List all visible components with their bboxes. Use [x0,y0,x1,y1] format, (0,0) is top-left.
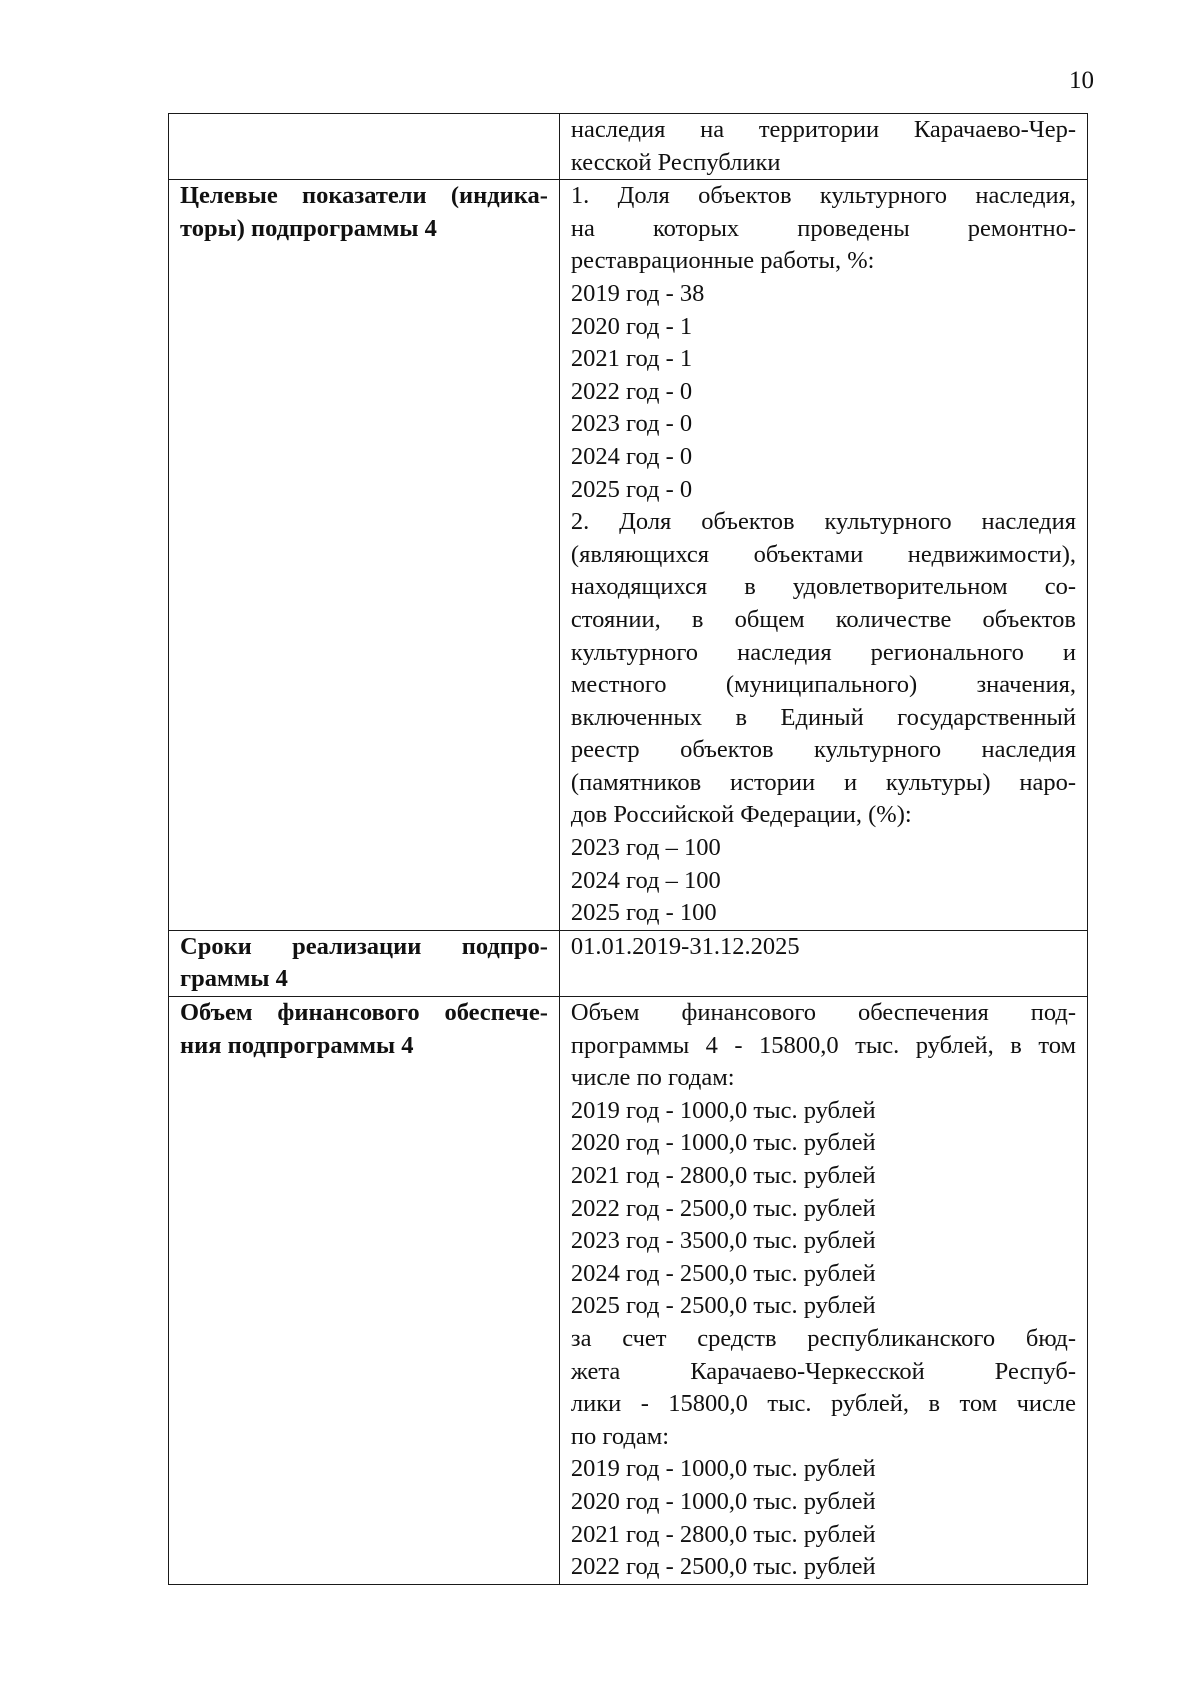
value-line: 2019 год - 1000,0 тыс. рублей [570,1455,876,1483]
value-cell-financing [559,997,1087,1585]
label-line: Объем финансового обеспече- [180,999,548,1027]
value-line: 2022 год - 0 [570,377,693,405]
value-line: 2025 год - 100 [570,899,717,927]
value-line: числе по годам: [570,1064,735,1092]
label-cell-financing [169,997,560,1585]
value-line: наследия на территории Карачаево-Чер- [570,116,1076,143]
label-line: Сроки реализации подпро- [180,932,548,960]
value-line: 2024 год - 2500,0 тыс. рублей [570,1259,876,1287]
value-cell-continuation [559,114,1087,180]
value-line: 2020 год - 1 [570,312,693,340]
label-line: торы) подпрограммы 4 [180,214,437,242]
value-line: местного (муниципального) значения, [570,671,1076,699]
label-cell-implementation-period [169,930,560,996]
value-line: 2023 год – 100 [570,834,721,862]
value-line: 2023 год - 3500,0 тыс. рублей [570,1227,876,1255]
value-line: жета Карачаево-Черкесской Респуб- [570,1357,1076,1385]
value-line: 2024 год - 0 [570,442,693,470]
value-line: Объем финансового обеспечения под- [570,999,1076,1027]
value-line: 2020 год - 1000,0 тыс. рублей [570,1487,876,1515]
value-line: по годам: [570,1422,670,1450]
value-line: 1. Доля объектов культурного наследия, [570,182,1076,210]
value-line: находящихся в удовлетворительном со- [570,573,1076,601]
value-line: 2021 год - 2800,0 тыс. рублей [570,1520,876,1548]
value-line: 2021 год - 1 [570,345,693,373]
value-line: 2025 год - 2500,0 тыс. рублей [570,1292,876,1320]
table-row-continuation [169,114,1088,180]
value-cell-target-indicators [559,180,1087,931]
table-row-implementation-period [169,930,1088,996]
page-number: 10 [1069,67,1094,94]
value-line: культурного наследия регионального и [570,638,1076,666]
value-line: на которых проведены ремонтно-реставрационные работы, %: [570,214,1076,275]
value-line: 01.01.2019-31.12.2025 [570,932,800,960]
value-line: включенных в Единый государственный [570,703,1076,731]
label-line: граммы 4 [180,965,288,993]
value-line: дов Российской Федерации, (%): [570,801,912,829]
label-line: Целевые показатели (индика- [180,182,548,210]
value-line: кесской Республики [570,148,781,176]
value-line: 2022 год - 2500,0 тыс. рублей [570,1553,876,1581]
value-line: за счет средств республиканского бюд- [570,1324,1076,1352]
label-cell-target-indicators [169,180,560,931]
value-line: 2023 год - 0 [570,410,693,438]
value-line: (являющихся объектами недвижимости), [570,540,1076,568]
table-row-financing [169,997,1088,1585]
value-line: 2. Доля объектов культурного наследия [570,508,1076,536]
label-line: ния подпрограммы 4 [180,1031,414,1059]
value-line: 2020 год - 1000,0 тыс. рублей [570,1129,876,1157]
value-cell-implementation-period [559,930,1087,996]
value-line: 2022 год - 2500,0 тыс. рублей [570,1194,876,1222]
value-line: 2024 год – 100 [570,866,721,894]
value-line: программы 4 - 15800,0 тыс. рублей, в том [570,1031,1076,1059]
value-line: 2019 год - 38 [570,279,705,307]
value-line: (памятников истории и культуры) наро- [570,768,1076,796]
value-line: 2019 год - 1000,0 тыс. рублей [570,1096,876,1124]
label-cell-empty [169,114,560,180]
passport-table [168,113,1088,1585]
table-row-target-indicators [169,180,1088,931]
value-line: стоянии, в общем количестве объектов [570,605,1076,633]
value-line: лики - 15800,0 тыс. рублей, в том числе [570,1390,1076,1418]
value-line: 2021 год - 2800,0 тыс. рублей [570,1162,876,1189]
value-line: 2025 год - 0 [570,475,693,503]
value-line: реестр объектов культурного наследия [570,736,1076,764]
